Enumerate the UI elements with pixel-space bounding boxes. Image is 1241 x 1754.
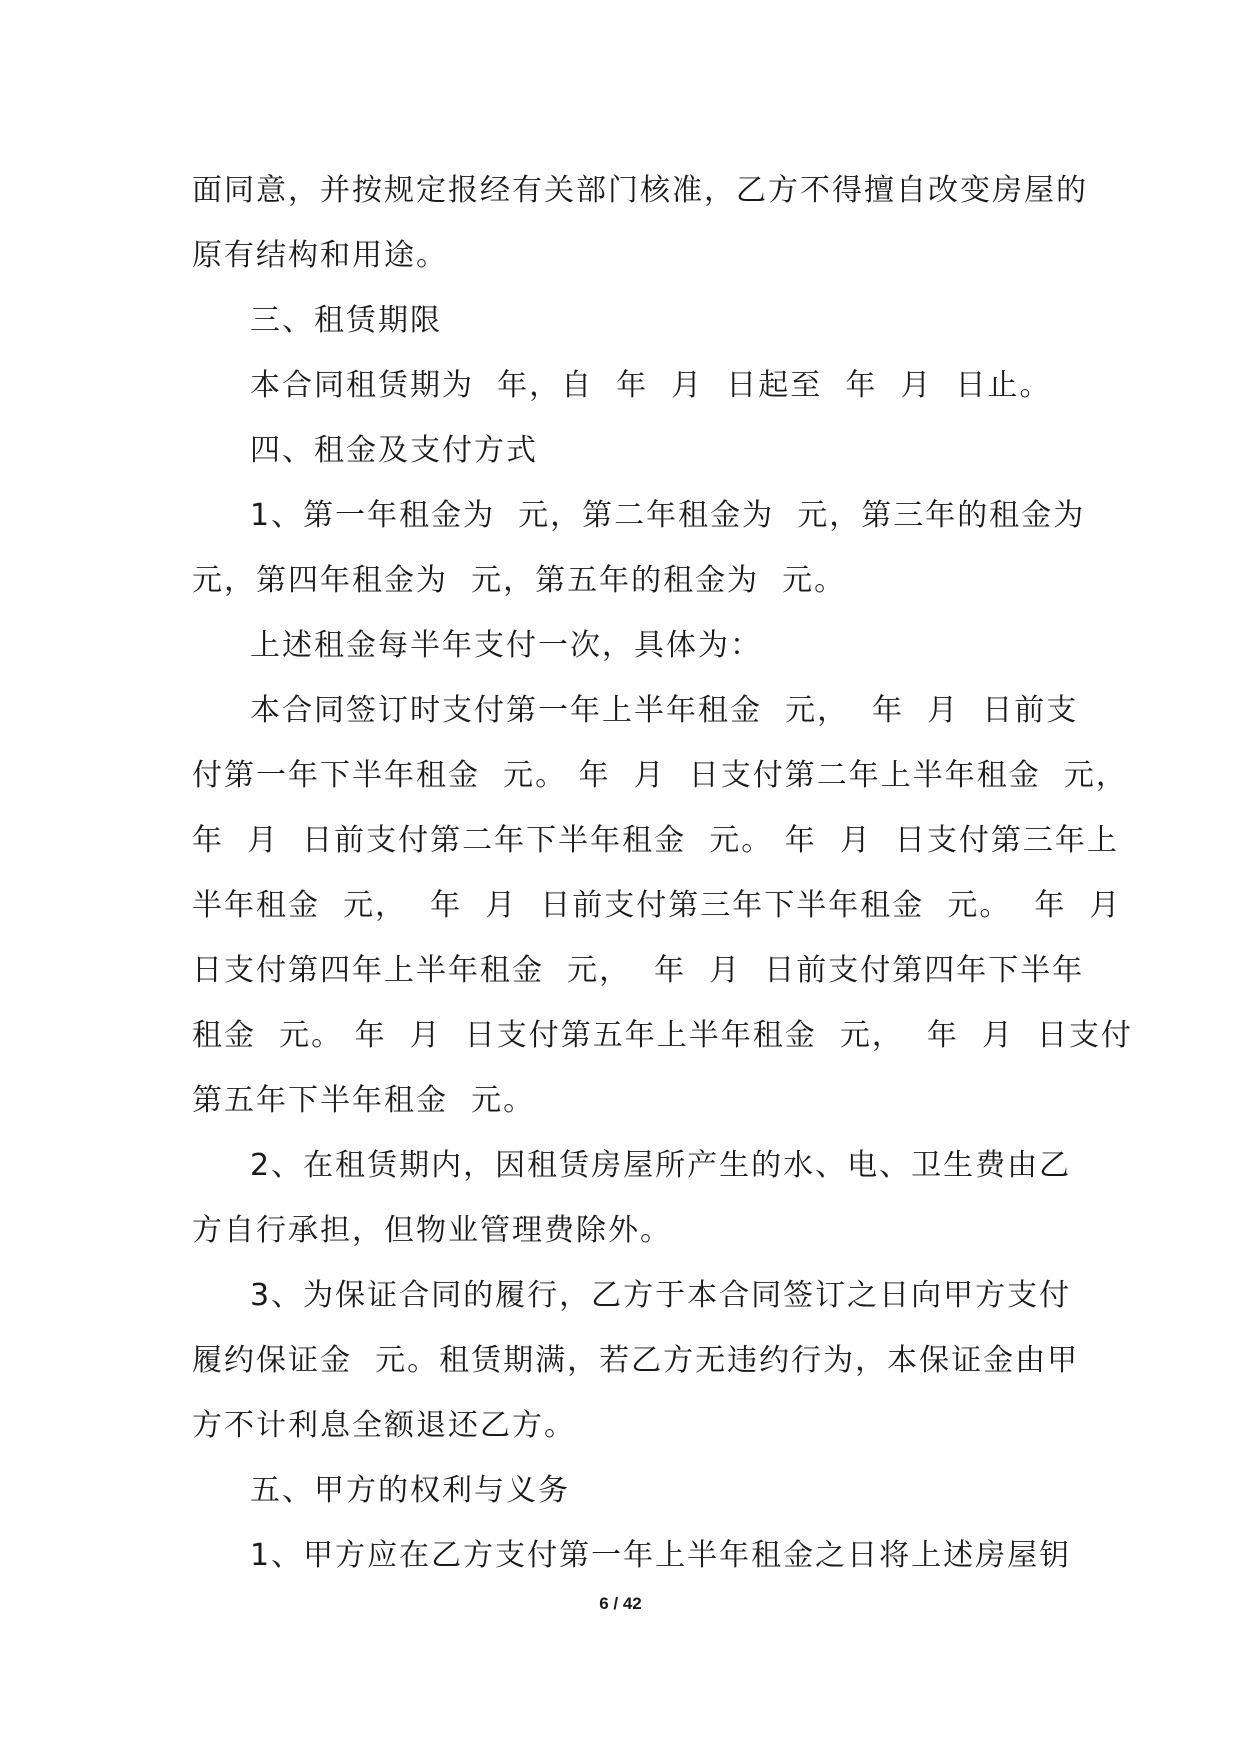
text-line: 履约保证金 元。租赁期满，若乙方无违约行为，本保证金由甲 [192, 1343, 1080, 1378]
page-number: 6 / 42 [599, 1594, 642, 1613]
text-line: 元，第四年租金为 元，第五年的租金为 元。 [192, 563, 847, 598]
text-line: 上述租金每半年支付一次，具体为： [250, 628, 762, 663]
text-line: 第五年下半年租金 元。 [192, 1083, 536, 1118]
document-body [192, 158, 1134, 1588]
text-line: 2、在租赁期内，因租赁房屋所产生的水、电、卫生费由乙 [250, 1148, 1072, 1183]
text-line: 面同意，并按规定报经有关部门核准，乙方不得擅自改变房屋的 [192, 173, 1088, 208]
text-line: 方不计利息全额退还乙方。 [192, 1408, 576, 1443]
text-line: 1、第一年租金为 元，第二年租金为 元，第三年的租金为 [250, 498, 1086, 533]
text-line: 3、为保证合同的履行，乙方于本合同签订之日向甲方支付 [250, 1278, 1072, 1313]
text-line: 半年租金 元， 年 月 日前支付第三年下半年租金 元。 年 月 [192, 888, 1122, 923]
text-line: 方自行承担，但物业管理费除外。 [192, 1213, 672, 1248]
section-heading: 五、甲方的权利与义务 [250, 1473, 570, 1508]
section-heading: 四、租金及支付方式 [250, 433, 538, 468]
section-heading: 三、租赁期限 [250, 303, 442, 338]
text-line: 本合同租赁期为 年，自 年 月 日起至 年 月 日止。 [250, 368, 1052, 403]
text-line: 付第一年下半年租金 元。 年 月 日支付第二年上半年租金 元， [192, 758, 1128, 793]
text-line: 日支付第四年上半年租金 元， 年 月 日前支付第四年下半年 [192, 953, 1085, 988]
text-line: 租金 元。 年 月 日支付第五年上半年租金 元， 年 月 日支付 [192, 1018, 1134, 1053]
text-line: 1、甲方应在乙方支付第一年上半年租金之日将上述房屋钥 [250, 1538, 1072, 1573]
text-line: 本合同签订时支付第一年上半年租金 元， 年 月 日前支 [250, 693, 1079, 728]
text-line: 年 月 日前支付第二年下半年租金 元。 年 月 日支付第三年上 [192, 823, 1119, 858]
text-line: 原有结构和用途。 [192, 238, 448, 273]
